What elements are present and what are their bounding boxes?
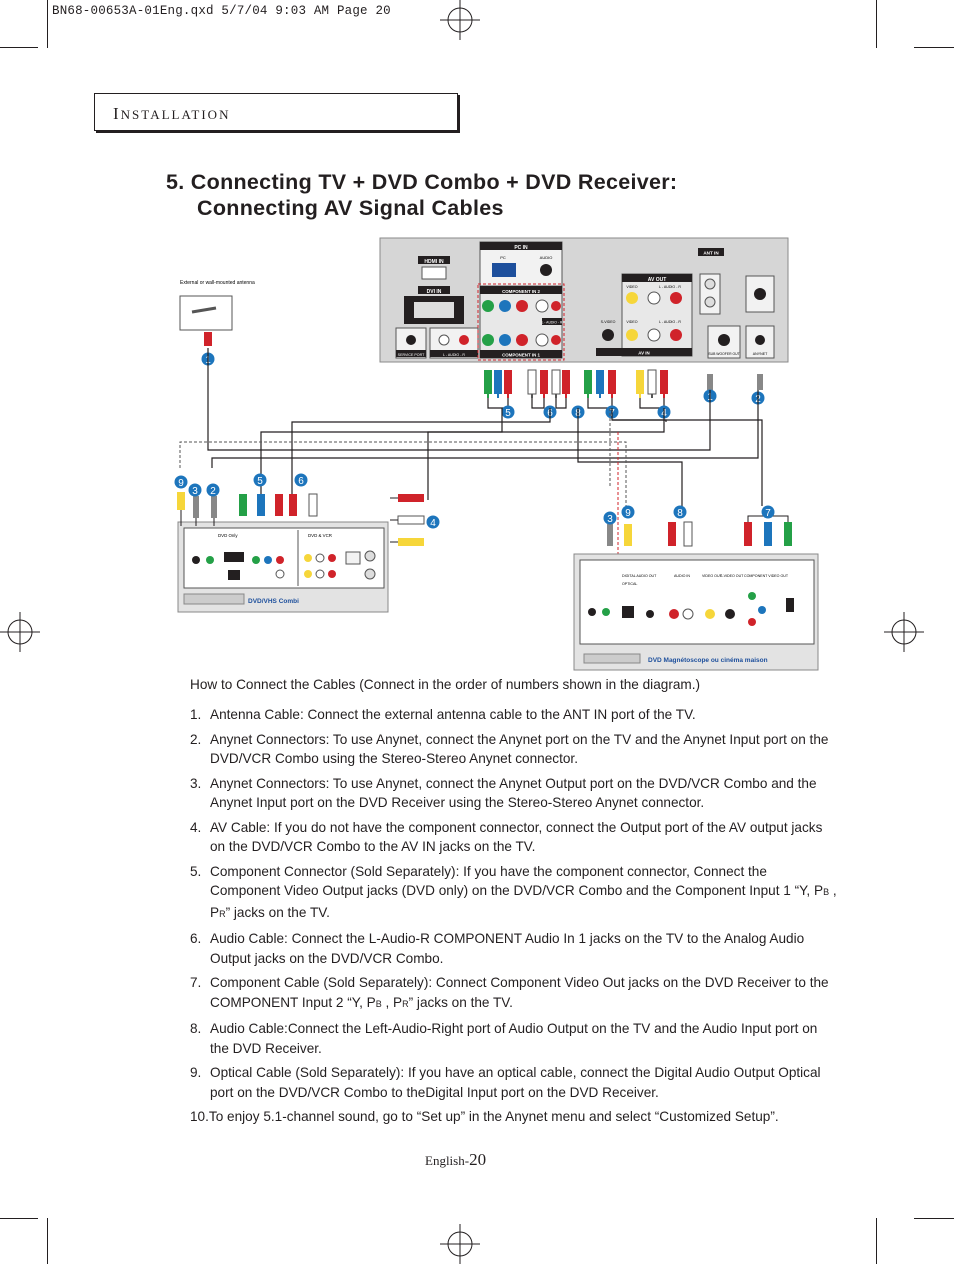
av-out-audio-label: L - AUDIO - R <box>658 285 682 289</box>
combo-label: DVD/VHS Combi <box>248 598 299 605</box>
svg-text:2: 2 <box>755 394 761 405</box>
pc-in-label: PC IN <box>514 245 528 251</box>
svg-text:6: 6 <box>298 476 304 487</box>
svg-text:8: 8 <box>575 408 581 419</box>
list-item: 4. AV Cable: If you do not have the component connector, connect the Output port of the AV output jacks on the DVD/VCR Combo to the AV IN jacks on the TV. <box>190 819 823 854</box>
registration-mark-icon <box>884 612 924 652</box>
list-item: 10.To enjoy 5.1-channel sound, go to “Set up” in the Anynet menu and select “Customized Setup”. <box>190 1109 779 1124</box>
registration-mark-icon <box>440 1224 480 1264</box>
antenna <box>180 280 255 366</box>
dvd-only-label: DVD Only <box>218 533 238 538</box>
svg-text:6: 6 <box>547 408 553 419</box>
subwoofer-label: SUB WOOFER OUT <box>708 352 740 356</box>
file-header: BN68-00653A-01Eng.qxd 5/7/04 9:03 AM Page 20 <box>52 4 391 18</box>
list-item: 5. Component Connector (Sold Separately): If you have the component connector, Connect the Component Video Output jacks (DVD only) on the DVD/VCR Combo and the Component Input 1 “Y, PB , PR” jacks on the TV. <box>190 863 837 920</box>
combo-plugs <box>177 492 317 526</box>
footer-language: English- <box>425 1153 470 1168</box>
hdmi-label: HDMI IN <box>424 259 444 265</box>
svideo-label: S-VIDEO <box>600 320 616 324</box>
list-item: 6. Audio Cable: Connect the L-Audio-R COMPONENT Audio In 1 jacks on the TV to the Analog Audio Output jacks on the DVD/VCR Combo. <box>190 931 805 966</box>
title-line-1: 5. Connecting TV + DVD Combo + DVD Receiver: <box>166 170 678 194</box>
title-line-2: Connecting AV Signal Cables <box>197 196 504 220</box>
av-in-video-label: VIDEO <box>626 320 638 324</box>
svg-text:7: 7 <box>609 408 615 419</box>
svg-text:1: 1 <box>205 355 211 366</box>
dvd-vhs-combo <box>178 522 388 612</box>
svg-text:2: 2 <box>210 486 216 497</box>
page-number: 20 <box>469 1150 487 1169</box>
combo-number-badges <box>175 474 308 498</box>
svg-text:3: 3 <box>192 486 198 497</box>
comp2-audio-label: L - AUDIO - R <box>541 320 563 325</box>
connection-diagram <box>170 236 822 672</box>
registration-mark-icon <box>0 612 40 652</box>
antenna-label: External or wall-mounted antenna <box>180 280 255 286</box>
optical-label: OPTICAL <box>622 582 638 586</box>
av-out-video-label: VIDEO <box>626 285 638 289</box>
av-in-label: AV IN <box>638 350 650 356</box>
component-in-2-label: COMPONENT IN 2 <box>502 289 540 294</box>
svg-text:5: 5 <box>257 476 263 487</box>
tv-plugs <box>484 370 763 394</box>
svg-text:4: 4 <box>430 518 436 529</box>
svg-text:4: 4 <box>661 408 667 419</box>
component-out-label: COMPONENT VIDEO OUT <box>744 574 789 578</box>
av-out-label: AV OUT <box>647 277 667 283</box>
dvi-label: DVI IN <box>426 289 442 295</box>
audio-in-label: AUDIO IN <box>674 574 690 578</box>
page-footer <box>425 1150 486 1170</box>
digital-out-label: DIGITAL AUDIO OUT <box>622 574 657 578</box>
svg-text:9: 9 <box>178 478 184 489</box>
section-title: INSTALLATION <box>113 104 231 123</box>
registration-mark-icon <box>440 0 480 40</box>
list-item: 1. Antenna Cable: Connect the external antenna cable to the ANT IN port of the TV. <box>190 707 696 722</box>
section-header <box>94 93 458 131</box>
service-port-label: SERVICE PORT <box>397 353 425 357</box>
video-out-label: VIDEO OUT <box>702 574 722 578</box>
dvd-vcr-label: DVD & VCR <box>308 533 332 538</box>
list-item: 7. Component Cable (Sold Separately): Connect Component Video Out jacks on the DVD Receiver to the COMPONENT Input 2 “Y, PB , PR” jacks on the TV. <box>190 975 829 1010</box>
list-item: 2. Anynet Connectors: To use Anynet, connect the Anynet port on the TV and the Anynet Input port on the DVD/VCR Combo using the Stereo-Stereo Anynet connector. <box>190 731 829 766</box>
component-in-1-label: COMPONENT IN 1 <box>502 352 540 358</box>
pc-label: PC <box>500 255 506 260</box>
list-item: 8. Audio Cable:Connect the Left-Audio-Right port of Audio Output on the TV and the Audio Input port on the DVD Receiver. <box>190 1021 818 1056</box>
svg-text:1: 1 <box>707 392 713 403</box>
receiver-plugs <box>607 516 792 546</box>
svg-text:8: 8 <box>677 508 683 519</box>
svg-text:5: 5 <box>505 408 511 419</box>
receiver-label: DVD Magnétoscope ou cinéma maison <box>648 657 768 664</box>
av-in-audio-label: L - AUDIO - R <box>658 320 682 324</box>
ant-in-label: ANT IN <box>703 250 719 256</box>
steps-list <box>190 705 840 1132</box>
anynet-label: ANYNET <box>752 352 768 356</box>
intro-text: How to Connect the Cables (Connect in the order of numbers shown in the diagram.) <box>190 677 701 692</box>
list-item: 3. Anynet Connectors: To use Anynet, connect the Anynet Output port on the DVD/VCR Combo and the Anynet Input port on the DVD Receiver using the Stereo-Stereo Anynet connector. <box>190 775 817 810</box>
av-cable <box>390 494 440 546</box>
pc-audio-label: AUDIO <box>539 255 553 260</box>
tv-back-panel <box>380 238 788 362</box>
list-item: 9. Optical Cable (Sold Separately): If you have an optical cable, connect the Digital Audio Output Optical port on the DVD/VCR Combo to theDigital Input port on the DVD Receiver. <box>190 1065 821 1100</box>
svg-text:7: 7 <box>765 508 771 519</box>
dvd-receiver <box>574 554 818 670</box>
page-title <box>166 169 677 221</box>
audio-lr-label: L - AUDIO - R <box>442 353 466 357</box>
svg-text:3: 3 <box>607 514 613 525</box>
svideo-out-label: S-VIDEO OUT <box>720 574 744 578</box>
svg-text:9: 9 <box>625 508 631 519</box>
